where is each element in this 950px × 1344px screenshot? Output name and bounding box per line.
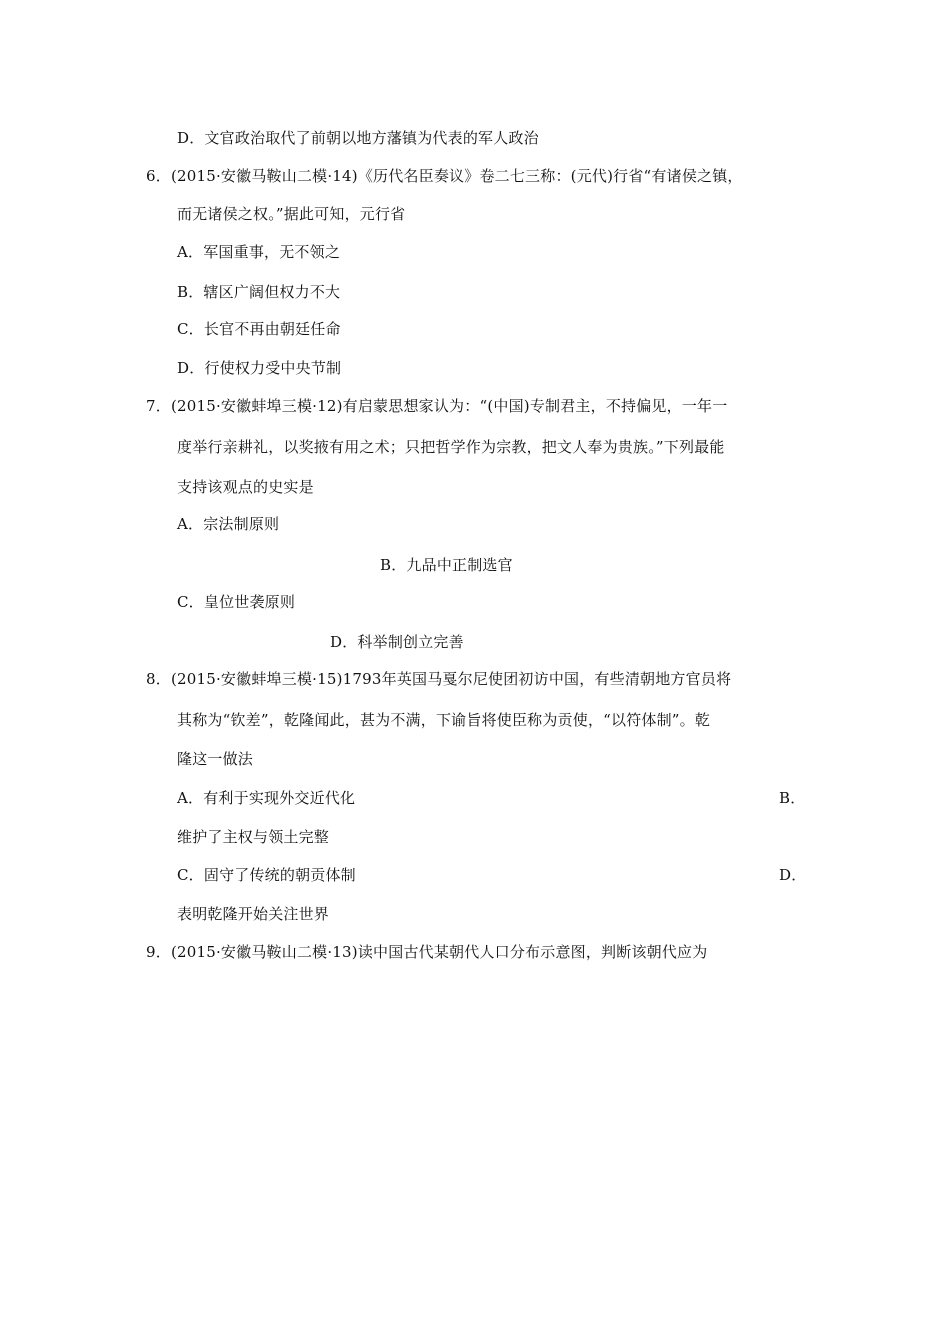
q7-option-d: D．科举制创立完善 [330, 633, 464, 651]
q6-option-c: C．长官不再由朝廷任命 [177, 320, 341, 338]
q8-option-c: C．固守了传统的朝贡体制 [177, 866, 356, 884]
q9-stem-line1: 9．(2015·安徽马鞍山二模·13)读中国古代某朝代人口分布示意图，判断该朝代应为 [146, 943, 708, 961]
q6-stem-line2: 而无诸侯之权。”据此可知，元行省 [177, 205, 406, 223]
q7-option-a: A．宗法制原则 [177, 515, 280, 533]
q8-option-d-letter: D． [779, 866, 807, 884]
q6-option-d: D．行使权力受中央节制 [177, 359, 342, 377]
q6-option-a: A．军国重事，无不领之 [177, 243, 341, 261]
q7-option-c: C．皇位世袭原则 [177, 593, 296, 611]
q6-option-b: B．辖区广阔但权力不大 [177, 283, 341, 301]
q7-option-b: B．九品中正制选官 [380, 556, 513, 574]
q5-option-d: D．文官政治取代了前朝以地方藩镇为代表的军人政治 [177, 129, 539, 147]
q8-stem-line2: 其称为“钦差”，乾隆闻此，甚为不满，下谕旨将使臣称为贡使，“以符体制”。乾 [177, 711, 711, 729]
q8-option-d-text: 表明乾隆开始关注世界 [177, 905, 330, 923]
q8-stem-line1: 8．(2015·安徽蚌埠三模·15)1793年英国马戛尔尼使团初访中国，有些清朝地方官员将 [146, 670, 732, 688]
q8-stem-line3: 隆这一做法 [177, 750, 254, 768]
q6-stem-line1: 6．(2015·安徽马鞍山二模·14)《历代名臣奏议》卷二七三称：(元代)行省“有诸侯之镇， [146, 167, 743, 185]
q8-option-a: A．有利于实现外交近代化 [177, 789, 356, 807]
q8-option-b-text: 维护了主权与领土完整 [177, 828, 330, 846]
q7-stem-line3: 支持该观点的史实是 [177, 478, 314, 496]
q7-stem-line2: 度举行亲耕礼，以奖掖有用之术；只把哲学作为宗教，把文人奉为贵族。”下列最能 [177, 438, 725, 456]
q7-stem-line1: 7．(2015·安徽蚌埠三模·12)有启蒙思想家认为：“(中国)专制君主，不持偏见，一年一 [146, 397, 728, 415]
q8-option-b-letter: B． [779, 789, 806, 807]
